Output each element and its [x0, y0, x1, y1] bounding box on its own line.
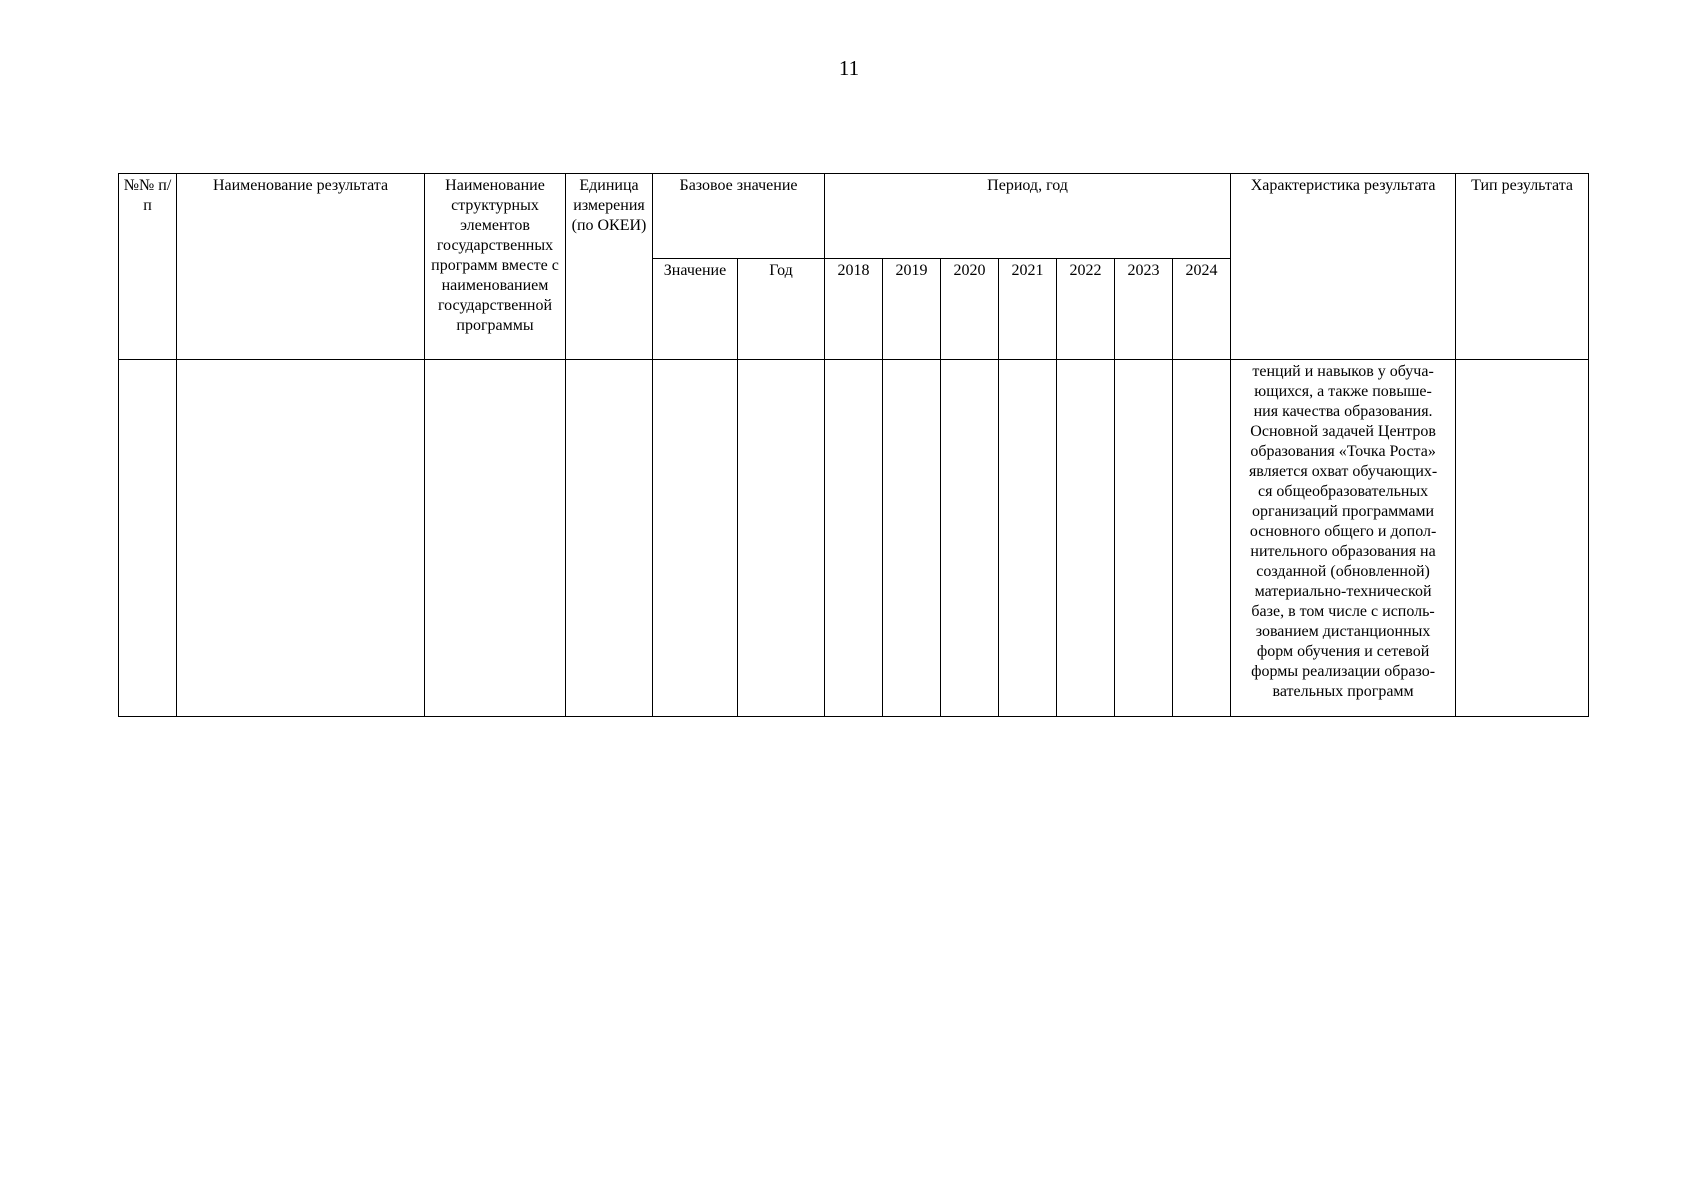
cell-year-2022	[1057, 360, 1115, 717]
header-year-2023: 2023	[1115, 259, 1173, 360]
page-number: 11	[838, 56, 860, 80]
cell-year-2019	[883, 360, 941, 717]
characteristic-line: формы реализации образо-	[1251, 663, 1436, 680]
characteristic-line: ющихся, а также повыше-	[1254, 383, 1432, 400]
header-base-value-year: Год	[738, 259, 825, 360]
header-year-2018: 2018	[825, 259, 883, 360]
characteristic-line: ния качества образования.	[1253, 403, 1433, 420]
characteristic-line: зованием дистанционных	[1255, 623, 1431, 640]
header-year-2022: 2022	[1057, 259, 1115, 360]
header-year-2019: 2019	[883, 259, 941, 360]
characteristic-line: форм обучения и сетевой	[1256, 643, 1430, 660]
header-characteristic: Характеристика результата	[1231, 174, 1456, 360]
cell-structural-elements	[425, 360, 566, 717]
characteristic-line: основного общего и допол-	[1249, 523, 1437, 540]
header-period: Период, год	[825, 174, 1231, 259]
cell-result-name	[177, 360, 425, 717]
characteristic-line: базе, в том числе с исполь-	[1251, 603, 1435, 620]
header-base-value-value: Значение	[653, 259, 738, 360]
characteristic-line: созданной (обновленной)	[1256, 563, 1430, 580]
characteristic-line: материально-технической	[1254, 583, 1432, 600]
characteristic-line: Основной задачей Центров	[1250, 423, 1436, 440]
results-table	[118, 173, 1589, 717]
cell-year-2018	[825, 360, 883, 717]
header-year-2024: 2024	[1173, 259, 1231, 360]
characteristic-line: организаций программами	[1252, 503, 1435, 520]
cell-num	[119, 360, 177, 717]
characteristic-line: образования «Точка Роста»	[1250, 443, 1436, 460]
header-result-type: Тип результата	[1456, 174, 1589, 360]
cell-base-year	[738, 360, 825, 717]
header-unit: Единица измерения (по ОКЕИ)	[566, 174, 653, 360]
cell-characteristic	[1231, 360, 1456, 717]
header-year-2021: 2021	[999, 259, 1057, 360]
cell-year-2020	[941, 360, 999, 717]
cell-year-2023	[1115, 360, 1173, 717]
cell-year-2024	[1173, 360, 1231, 717]
cell-year-2021	[999, 360, 1057, 717]
header-structural-elements: Наименование структурных элементов государственных программ вместе с наименованием государственной программы	[425, 174, 566, 360]
characteristic-line: является охват обучающих-	[1248, 463, 1438, 480]
header-base-value: Базовое значение	[653, 174, 825, 259]
cell-result-type	[1456, 360, 1589, 717]
header-year-2020: 2020	[941, 259, 999, 360]
cell-unit	[566, 360, 653, 717]
table-row	[119, 360, 1589, 717]
header-result-name: Наименование результата	[177, 174, 425, 360]
characteristic-line: тенций и навыков у обуча-	[1252, 363, 1434, 380]
cell-base-value	[653, 360, 738, 717]
characteristic-line: вательных программ	[1272, 683, 1414, 700]
characteristic-line: ся общеобразовательных	[1257, 483, 1429, 500]
characteristic-line: нительного образования на	[1250, 543, 1436, 560]
header-num: №№ п/п	[119, 174, 177, 360]
